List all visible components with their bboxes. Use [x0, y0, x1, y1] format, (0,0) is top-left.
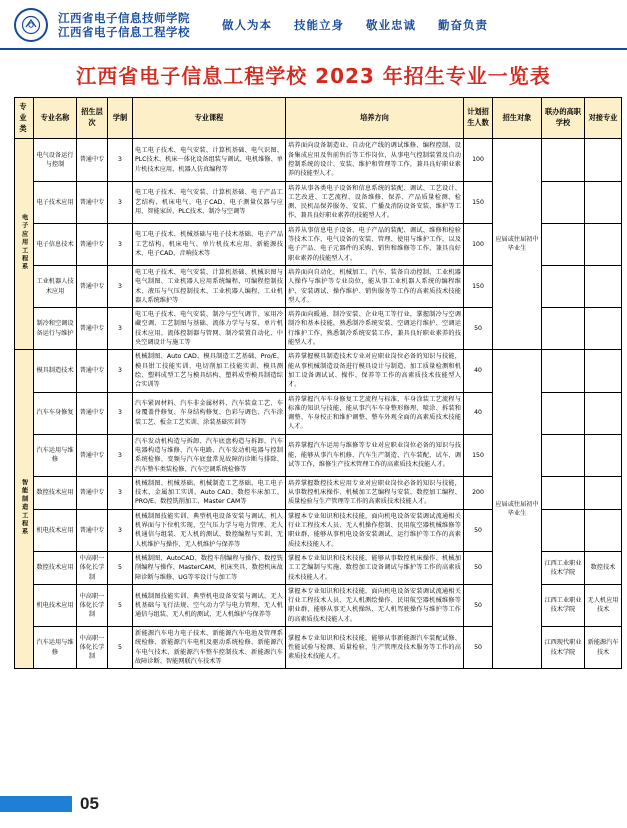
cell-years: 3	[108, 265, 133, 307]
col-header-plan: 计划招生人数	[464, 98, 493, 139]
cell-pair	[585, 308, 622, 350]
cell-direction: 掌握本专业知识和技术技能，面向机电设备安装调试流通相关行业工程技术人员、无人机操作控制、民用航空器机械维修等职业群，能够从事机电设备安装调试、运行维护等工作的高素质技术技能人才。	[286, 509, 464, 551]
motto-item-2: 技能立身	[294, 18, 344, 32]
cell-major-name: 数控技术应用	[34, 551, 77, 584]
cell-pair	[585, 265, 622, 307]
cell-courses: 电工电子技术、电气安装、计算机基础、电子产品工艺结构、机床电气、电子CAD、电子测量仪器与应用、智能家居、PLC技术、制冷与空调等	[133, 181, 286, 223]
cell-direction: 掌握本专业知识和技术技能，能够从事数控机床操作、机械加工工艺编制与实施、数控加工设备调试与维护等工作的高素质技术技能人才。	[286, 551, 464, 584]
cell-courses: 机械制图、AutoCAD、数控车削编程与操作、数控铣削编程与操作、MasterCAM、机床夹具、数控机床故障诊断与维修、UG等零设计与加工等	[133, 551, 286, 584]
cell-direction: 培养掌握数控技术应用专业对应职业岗位必备的知识与技能，从事数控机床操作、机械加工艺编程与安装、数控加工编程、质量检验与生产管理等工作的高素质技术技能人才。	[286, 476, 464, 509]
cell-plan: 150	[464, 434, 493, 476]
cell-college	[542, 181, 585, 223]
cell-direction: 培养掌握汽车运用与维修等专业对应职业岗位必备的知识与技能，能够从事汽车机修、汽车生产制造、汽车装配、试车、调试等工作，维修生产技术管理工作的高素质技术技能人才。	[286, 434, 464, 476]
table-body	[15, 139, 622, 669]
cell-college: 江西工业职业技术学院	[542, 584, 585, 626]
cell-years: 3	[108, 434, 133, 476]
cell-college	[542, 434, 585, 476]
cell-pair	[585, 476, 622, 509]
col-header-pair: 对接专业	[585, 98, 622, 139]
cell-college: 江西现代职业技术学院	[542, 627, 585, 669]
col-header-courses: 专业课程	[133, 98, 286, 139]
cell-courses: 汽车发动机构造与拆卸、汽车底盘构造与拆卸、汽车电器构造与维修、汽车电路、汽车发动机电器与控制系统检修、变频与汽车底盘常见故障的诊断与排除、汽车整车类装检修、汽车空调系统检修等	[133, 434, 286, 476]
cell-pair	[585, 223, 622, 265]
cell-level: 普通中专	[77, 223, 108, 265]
school-motto	[222, 17, 488, 33]
motto-item-3: 敬业忠诚	[366, 18, 416, 32]
col-header-group: 专业类	[15, 98, 34, 139]
cell-courses: 机械制图技能实训、典型机电设备安装与调试、无人机基础与飞行法规、空气动力学与电力管理、无人机通信与组装、无人机的测试、无人机维护与保养等	[133, 584, 286, 626]
cell-major-name: 机电技术应用	[34, 509, 77, 551]
page-number: 05	[80, 794, 99, 813]
cell-level: 普通中专	[77, 181, 108, 223]
cell-plan: 150	[464, 181, 493, 223]
cell-plan: 40	[464, 392, 493, 434]
cell-direction: 培养面向暖通、制冷安装、企业电工等行业，掌握制冷与空调制冷和基本技能，熟悉制冷系统安装、空调运行维护、空调运行维护工作，熟悉制冷系统安装工作，兼具良好职业素养的技能型人才。	[286, 308, 464, 350]
cell-years: 3	[108, 350, 133, 392]
cell-plan: 100	[464, 139, 493, 181]
cell-plan: 50	[464, 308, 493, 350]
col-header-direction: 培养方向	[286, 98, 464, 139]
cell-college	[542, 476, 585, 509]
cell-plan: 200	[464, 476, 493, 509]
col-header-years: 学制	[108, 98, 133, 139]
page-footer	[0, 794, 627, 814]
cell-years: 5	[108, 584, 133, 626]
cell-object: 应届或往届初中毕业生	[493, 350, 542, 669]
cell-years: 3	[108, 308, 133, 350]
cell-level: 普通中专	[77, 350, 108, 392]
cell-courses: 机械制图、机械基础、机械制造工艺基础、电工电子技术、金属加工实训、Auto CAD、数控车床加工、PRO/E、数控铣削加工、Master CAM等	[133, 476, 286, 509]
table-row	[15, 139, 622, 181]
cell-courses: 电工电子技术、机械基础与电子技术基础、电子产品工艺结构、机床电气、单片机技术应用、新能源技术、电子CAD、音响技术等	[133, 223, 286, 265]
cell-pair	[585, 181, 622, 223]
cell-years: 5	[108, 627, 133, 669]
cell-plan: 40	[464, 350, 493, 392]
cell-major-name: 汽车运用与维修	[34, 627, 77, 669]
school-name-line1: 江西省电子信息技师学院	[58, 10, 190, 25]
cell-years: 5	[108, 551, 133, 584]
cell-direction: 培养面向设备制造业、自动化产线的调试维修、编程控制、设备集成应用及售前售后等工作岗位，从事电气控制装置及自动控制系统的设计、安装、维护和管理等工作，兼具良好职业素养的技能型人才。	[286, 139, 464, 181]
table-head	[15, 98, 622, 139]
cell-major-name: 汽车运用与维修	[34, 434, 77, 476]
cell-major-name: 制冷和空调设备运行与维护	[34, 308, 77, 350]
page-title: 江西省电子信息工程学校 2023 年招生专业一览表	[76, 64, 551, 88]
table-row	[15, 350, 622, 392]
col-header-name: 专业名称	[34, 98, 77, 139]
cell-college	[542, 350, 585, 392]
cell-plan: 150	[464, 265, 493, 307]
group-cell: 电子应用工程系	[15, 139, 34, 350]
cell-courses: 机械制图技能实训、典型机电设备安装与调试、机人机界面与下位机实现、空气压力学与电力管理、无人机通信与组装、无人机的测试、数控编程与实训、无人机维护与操作、无人机维护与保养等	[133, 509, 286, 551]
cell-pair	[585, 350, 622, 392]
cell-major-name: 工业机器人技术应用	[34, 265, 77, 307]
school-name-line2: 江西省电子信息工程学校	[58, 25, 190, 39]
cell-pair	[585, 434, 622, 476]
cell-college	[542, 308, 585, 350]
cell-years: 3	[108, 392, 133, 434]
cell-pair: 新能源汽车技术	[585, 627, 622, 669]
cell-college: 江西工业职业技术学院	[542, 551, 585, 584]
cell-level: 普通中专	[77, 434, 108, 476]
page-header	[0, 0, 627, 50]
cell-plan: 50	[464, 627, 493, 669]
cell-years: 3	[108, 476, 133, 509]
cell-pair: 数控技术	[585, 551, 622, 584]
cell-courses: 汽车紧固材料、汽车非金属材料、汽车装盒工艺、车身覆盖件修复、车身结构修复、色彩与调色、汽车涂装工艺、板金工艺实训、涂装基础实训等	[133, 392, 286, 434]
cell-major-name: 模具制造技术	[34, 350, 77, 392]
col-header-college: 联办的高职学校	[542, 98, 585, 139]
cell-courses: 电工电子技术、电气安装、计算机基础、机械识图与电气制图、工业机器人应用系统编程、可编程控制技术、液压与气压控制技术、工业机器人编程、工业机器人系统维护等	[133, 265, 286, 307]
cell-level: 普通中专	[77, 308, 108, 350]
cell-years: 3	[108, 223, 133, 265]
cell-direction: 培养面向自动化、机械加工、汽车、装备自动控制、工业机器人操作与维护等专业岗位，能从事工业机器人系统的编程维护、安装调试、操作维护、销售服务等工作的高素质技术技能型人才。	[286, 265, 464, 307]
major-table	[14, 97, 622, 669]
cell-years: 3	[108, 509, 133, 551]
cell-college	[542, 509, 585, 551]
school-crest-icon	[14, 8, 48, 42]
cell-level: 中高职一体化长学制	[77, 584, 108, 626]
cell-major-name: 汽车车身修复	[34, 392, 77, 434]
cell-object: 应届或往届初中毕业生	[493, 139, 542, 350]
cell-level: 普通中专	[77, 476, 108, 509]
motto-item-4: 勤奋负责	[438, 18, 488, 32]
cell-courses: 电工电子技术、电气安装、制冷与空气调节、家用冷藏空调、工艺制图与基础、流体力学与与泵、单片机技术应用、流体控制器与管网、制冷装置自动化、中央空调设计与施工等	[133, 308, 286, 350]
cell-plan: 50	[464, 509, 493, 551]
cell-major-name: 电气设备运行与控制	[34, 139, 77, 181]
major-table-wrap	[0, 97, 627, 669]
cell-pair	[585, 139, 622, 181]
cell-direction: 培养掌握汽车车身修复工艺流程与标准、车身涂装工艺流程与标准的知识与技能，能从事汽车车身整形修理、喷涂、拆装和调整、车身校正和维护调整、整车外观全面的高素质技术技能人才。	[286, 392, 464, 434]
cell-college	[542, 392, 585, 434]
cell-pair: 无人机应用技术	[585, 584, 622, 626]
cell-major-name: 机电技术应用	[34, 584, 77, 626]
cell-courses: 机械制图、Auto CAD、模具制造工艺基础、Pro/E、模具钳工技能实训、电切削加工技能实训、模具测绘、塑料成型工艺与模具结构、塑料成型模具制造综合实训等	[133, 350, 286, 392]
cell-courses: 新能源汽车电力电子技术、新能源汽车电池及管理系统检修、新能源汽车电机及驱动系统检修、新能源汽车电气技术、新能源汽车整车控制技术、新能源汽车故障诊断、智能网联汽车技术等	[133, 627, 286, 669]
cell-level: 普通中专	[77, 139, 108, 181]
cell-level: 中高职一体化长学制	[77, 627, 108, 669]
cell-major-name: 数控技术应用	[34, 476, 77, 509]
cell-college	[542, 139, 585, 181]
cell-level: 普通中专	[77, 392, 108, 434]
cell-years: 3	[108, 181, 133, 223]
cell-level: 中高职一体化长学制	[77, 551, 108, 584]
cell-level: 普通中专	[77, 509, 108, 551]
cell-pair	[585, 509, 622, 551]
motto-item-1: 做人为本	[222, 18, 272, 32]
cell-college	[542, 265, 585, 307]
cell-major-name: 电子技术应用	[34, 181, 77, 223]
col-header-object: 招生对象	[493, 98, 542, 139]
table-header-row	[15, 98, 622, 139]
cell-level: 普通中专	[77, 265, 108, 307]
cell-college	[542, 223, 585, 265]
cell-pair	[585, 392, 622, 434]
school-name-block	[58, 11, 190, 40]
page-number-bar	[0, 796, 72, 812]
cell-plan: 50	[464, 584, 493, 626]
cell-direction: 掌握本专业知识和技术技能，面向机电设备安装调试流通相关行业工程技术人员、无人机测绘操作、民用航空器机械维修等职业群，能够从事无人机操纵、无人机驾驶操作与维护等工作的高素质技术技能人才。	[286, 584, 464, 626]
cell-direction: 培养掌握模具制造技术专业对应职业岗位必备的知识与技能，能从事机械制造设备进行模具设计与制造、加工质量检测和机加工设备调试试、操作、保养等工作的高素质技术技能型人才。	[286, 350, 464, 392]
cell-direction: 培养从事各类电子设备和信息系统的装配、调试、工艺设计、工艺改进、工艺流程、设备维修、保养、产品质量检测、检测、民机品保养服务、安装、广播及消防设备安装、维护等工作，兼具良好职业素养的技能型人才。	[286, 181, 464, 223]
cell-major-name: 电子信息技术	[34, 223, 77, 265]
cell-plan: 100	[464, 223, 493, 265]
col-header-level: 招生层次	[77, 98, 108, 139]
cell-direction: 掌握本专业知识和技术技能，能够从事新能源汽车装配试修、性能试验与检测、质量检验、生产管理及技术服务等工作的高素质技术技能人才。	[286, 627, 464, 669]
cell-direction: 培养从事信息电子设备、电子产品的装配、调试、维修和检验等技术工作，电气设备的安装、管理、使用与维护工作，以及电子产品、电子元器件的采购、销售和维修等工作，兼具良好职业素养的技能型人才。	[286, 223, 464, 265]
cell-courses: 电工电子技术、电气安装、计算机基础、电气识图、PLC技术、机床一体化设备组装与调试、电机维修、单片机技术应用、机器人仿真编程等	[133, 139, 286, 181]
cell-plan: 50	[464, 551, 493, 584]
cell-years: 3	[108, 139, 133, 181]
group-cell: 智能制造工程系	[15, 350, 34, 669]
